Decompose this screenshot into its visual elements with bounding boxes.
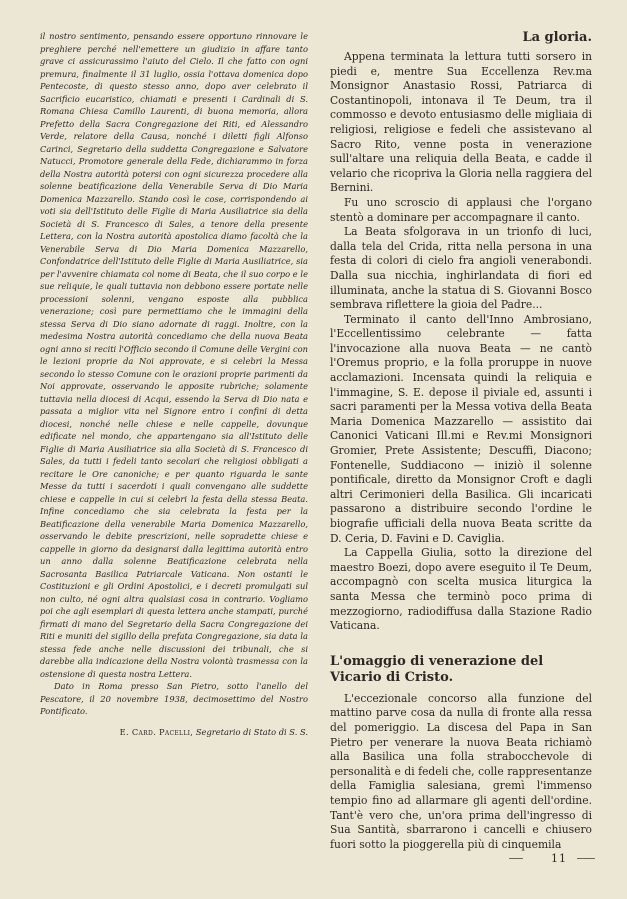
right-paragraph: L'eccezionale concorso alla funzione del mattino parve cosa da nulla di fronte alla ressa del pomeriggio. La discesa del Papa in San Pietro per venerare la nuova Beata richiamò alla Basilica una folla strabocchevole di personalità e di fedeli che, colle rappresentanze della Famiglia salesiana, gremì l'immenso tempio fino ad allarmare gli agenti dell'ordine. Tant'è vero che, un'ora prima dell'ingresso di Sua Santità, sbarrarono i cancelli e chiusero fuori sotto la pioggerella più di cinquemila bbox=[330, 691, 592, 851]
signature-line bbox=[40, 726, 308, 738]
right-paragraph: La Beata sfolgorava in un trionfo di luci, dalla tela del Crida, ritta nella persona in una festa di colori di cielo fra angioli venerabondi. Dalla sua nicchia, inghirlandata di fiori ed illuminata, anche la statua di S. Giovanni Bosco sembrava riflettere la gioia del Padre... bbox=[330, 225, 592, 312]
section-heading-omaggio: L'omaggio di venerazione del Vicario di Cristo. bbox=[330, 653, 544, 685]
right-paragraph: Fu uno scroscio di applausi che l'organo stentò a dominare per accompagnare il canto. bbox=[330, 195, 592, 224]
right-paragraph: Appena terminata la lettura tutti sorsero in piedi e, mentre Sua Eccellenza Rev.ma Monsignor Anastasio Rossi, Patriarca di Costantinopoli, intonava il Te Deum, tra il commosso e devoto entusiasmo delle migliaia di religiosi, religiose e fedeli che assistevano al Sacro Rito, venne posta in venerazione sull'altare una reliquia della Beata, e cadde il velario che ricopriva la Gloria nella raggiera del Bernini. bbox=[330, 50, 592, 195]
signature-name: E. Card. Pacelli, bbox=[119, 726, 194, 737]
section-heading-la-gloria: La gloria. bbox=[522, 30, 592, 45]
right-paragraph: La Cappella Giulia, sotto la direzione del maestro Boezi, dopo avere eseguito il Te Deum, accompagnò con scelta musica liturgica la santa Messa che terminò poco prima di mezzogiorno, radiodiffusa dalla Stazione Radio Vaticana. bbox=[330, 546, 592, 633]
right-column bbox=[330, 30, 592, 852]
left-paragraph-date: Dato in Roma presso San Pietro, sotto l'anello del Pescatore, il 20 novembre 1938, decimosettimo del Nostro Pontificato. bbox=[40, 681, 308, 716]
left-paragraph-decree: il nostro sentimento, pensando essere opportuno rinnovare le preghiere perché nell'emettere un giudizio in affare tanto grave ci assicurassimo l'aiuto del Cielo. Il che fatto con ogni premura, finalmente il 31 luglio, ossia l'ottava domenica dopo Pentecoste, di questo stesso anno, dopo aver celebrato il Sacrificio eucaristico, chiamati e presenti i Cardinali di S. Romana Chiesa Camillo Laurenti, di buona memoria, allora Prefetto della Sacra Congregazione dei Riti, ed Alessandro Verde, relatore della Causa, nonché i diletti figli Alfonso Carinci, Segretario della suddetta Congregazione e Salvatore Natucci, Promotore generale della Fede, dichiarammo in forza della Nostra autorità potersi con ogni sicurezza procedere alla solenne beatificazione della Venerabile Serva di Dio Maria Domenica Mazzarello. Stando così le cose, corrispondendo ai voti sia dell'Istituto delle Figlie di Maria Ausiliatrice sia della Società di S. Francesco di Sales, a tenore della presente Lettera, con la Nostra autorità apostolica diamo facoltà che la Venerabile Serva di Dio Maria Domenica Mazzarello, Confondatrice dell'Istituto delle Figlie di Maria Ausiliatrice, sia per l'avvenire chiamata col nome di Beata, che il suo corpo e le sue reliquie, le quali tuttavia non debbono essere portate nelle processioni solenni, vengano esposte alla pubblica venerazione; così pure permettiamo che le immagini della stessa Serva di Dio siano adornate di raggi. Inoltre, con la medesima Nostra autorità concediamo che della nuova Beata ogni anno si reciti l'Officio secondo il Comune delle Vergini con le lezioni proprie da Noi approvate, e si celebri la Messa secondo lo stesso Comune con le orazioni proprie parimenti da Noi approvate, osservando le apposite rubriche; solamente tuttavia nella diocesi di Acqui, essendo la Serva di Dio nata e passata a miglior vita nel Signore entro i confini di detta diocesi, nonché nelle chiese e nelle cappelle, dovunque edificate nel mondo, che appartengano sia all'Istituto delle Figlie di Maria Ausiliatrice sia alla Società di S. Francesco di Sales, da tutti i fedeli tanto secolari che religiosi obbligati a recitare le Ore canoniche; e per quanto riguarda le sante Messe da tutti i sacerdoti i quali convengano alle suddette chiese e cappelle in cui si celebri la festa della stessa Beata. Infine concediamo che sia celebrata la festa per la Beatificazione della venerabile Maria Domenica Mazzarello, osservando le debite prescrizioni, nelle sopradette chiese e cappelle in giorno da designarsi dalla legittima autorità entro un anno dalla solenne Beatificazione celebrata nella Sacrosanta Basilica Patriarcale Vaticana. Non ostanti le Costituzioni e gli Ordini Apostolici, e i decreti promulgati sul non culto, né ogni altra qualsiasi cosa in contrario. Vogliamo poi che agli esemplari di questa lettera anche stampati, purché firmati di mano del Segretario della Sacra Congregazione dei Riti e muniti del sigillo della prefata Congregazione, sia data la stessa fede anche nelle discussioni dei tribunali, che si darebbe alla indicazione della Nostra volontà trasmessa con la ostensione di questa nostra Lettera. bbox=[40, 31, 308, 679]
signature-title: Segretario di Stato di S. S. bbox=[195, 726, 308, 737]
footer-dash-left bbox=[509, 858, 523, 859]
footer-dash-right bbox=[577, 858, 595, 859]
left-column bbox=[40, 30, 308, 738]
page-number: 11 bbox=[551, 852, 567, 865]
right-paragraph: Terminato il canto dell'Inno Ambrosiano, l'Eccellentissimo celebrante — fatta l'invocazione alla nuova Beata — ne cantò l'Oremus proprio, e la folla proruppe in nuove acclamazioni. Incensata quindi la reliquia e l'immagine, S. E. depose il piviale ed, assunti i sacri paramenti per la Messa votiva della Beata Maria Domenica Mazzarello — assistito dai Canonici Vaticani Ill.mi e Rev.mi Monsignori Gromier, Prete Assistente; Descuffi, Diacono; Fontenelle, Suddiacono — iniziò il solenne pontificale, diretto da Monsignor Croft e dagli altri Cerimonieri della Basilica. Gli incaricati passarono a distribuire secondo l'ordine le biografie ufficiali della nuova Beata scritte da D. Ceria, D. Favini e D. Caviglia. bbox=[330, 312, 592, 545]
